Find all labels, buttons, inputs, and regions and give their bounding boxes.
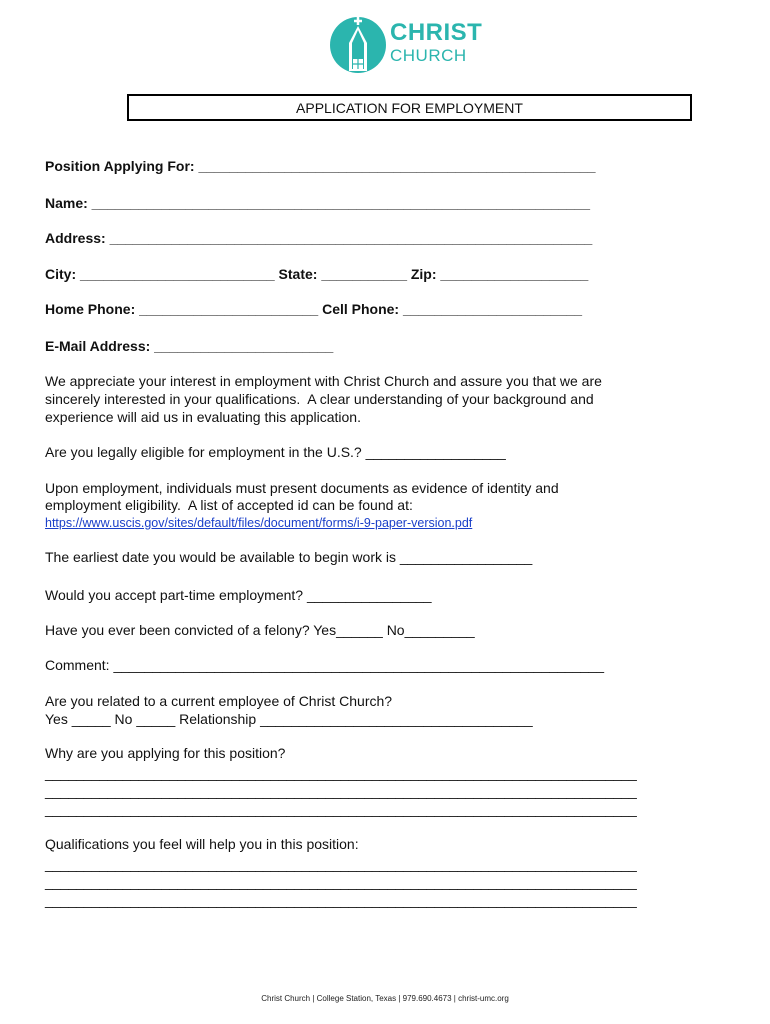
qualifications-answer-line[interactable]: ____________________________________________________________________________ — [45, 892, 637, 908]
address-field[interactable]: Address: ______________________________________________________________ — [45, 230, 593, 246]
page-footer: Christ Church | College Station, Texas | 979.690.4673 | christ-umc.org — [261, 994, 509, 1003]
part-time-question[interactable]: Would you accept part-time employment? ________________ — [45, 587, 432, 603]
email-field[interactable]: E-Mail Address: _______________________ — [45, 338, 334, 354]
why-question: Why are you applying for this position? — [45, 745, 286, 761]
christ-church-logo: CHRIST CHURCH — [329, 13, 489, 77]
intro-line: experience will aid us in evaluating this application. — [45, 409, 361, 425]
earliest-date-question[interactable]: The earliest date you would be available to begin work is _________________ — [45, 549, 533, 565]
intro-line: We appreciate your interest in employment with Christ Church and assure you that we are — [45, 373, 602, 389]
qualifications-question: Qualifications you feel will help you in this position: — [45, 836, 359, 852]
city-state-zip-fields[interactable]: City: _________________________ State: ___________ Zip: ___________________ — [45, 266, 589, 282]
church-steeple-icon — [329, 13, 387, 77]
documents-note: Upon employment, individuals must present documents as evidence of identity and — [45, 480, 559, 496]
qualifications-answer-line[interactable]: ____________________________________________________________________________ — [45, 856, 637, 872]
i9-form-link[interactable]: https://www.uscis.gov/sites/default/files/document/forms/i-9-paper-version.pdf — [45, 516, 473, 530]
qualifications-answer-line[interactable]: ____________________________________________________________________________ — [45, 874, 637, 890]
intro-line: sincerely interested in your qualifications. A clear understanding of your background and — [45, 391, 594, 407]
name-field[interactable]: Name: ________________________________________________________________ — [45, 195, 590, 211]
why-answer-line[interactable]: ____________________________________________________________________________ — [45, 765, 637, 781]
felony-question[interactable]: Have you ever been convicted of a felony? Yes______ No_________ — [45, 622, 475, 638]
related-fields[interactable]: Yes _____ No _____ Relationship ___________________________________ — [45, 711, 533, 727]
why-answer-line[interactable]: ____________________________________________________________________________ — [45, 801, 637, 817]
comment-field[interactable]: Comment: _______________________________________________________________ — [45, 657, 604, 673]
why-answer-line[interactable]: ____________________________________________________________________________ — [45, 783, 637, 799]
eligibility-question[interactable]: Are you legally eligible for employment in the U.S.? __________________ — [45, 444, 506, 460]
documents-note: employment eligibility. A list of accepted id can be found at: — [45, 497, 413, 513]
related-question: Are you related to a current employee of Christ Church? — [45, 693, 393, 709]
phone-fields[interactable]: Home Phone: _______________________ Cell Phone: _______________________ — [45, 301, 583, 317]
position-field[interactable]: Position Applying For: ___________________________________________________ — [45, 158, 596, 174]
form-title: APPLICATION FOR EMPLOYMENT — [127, 94, 692, 121]
